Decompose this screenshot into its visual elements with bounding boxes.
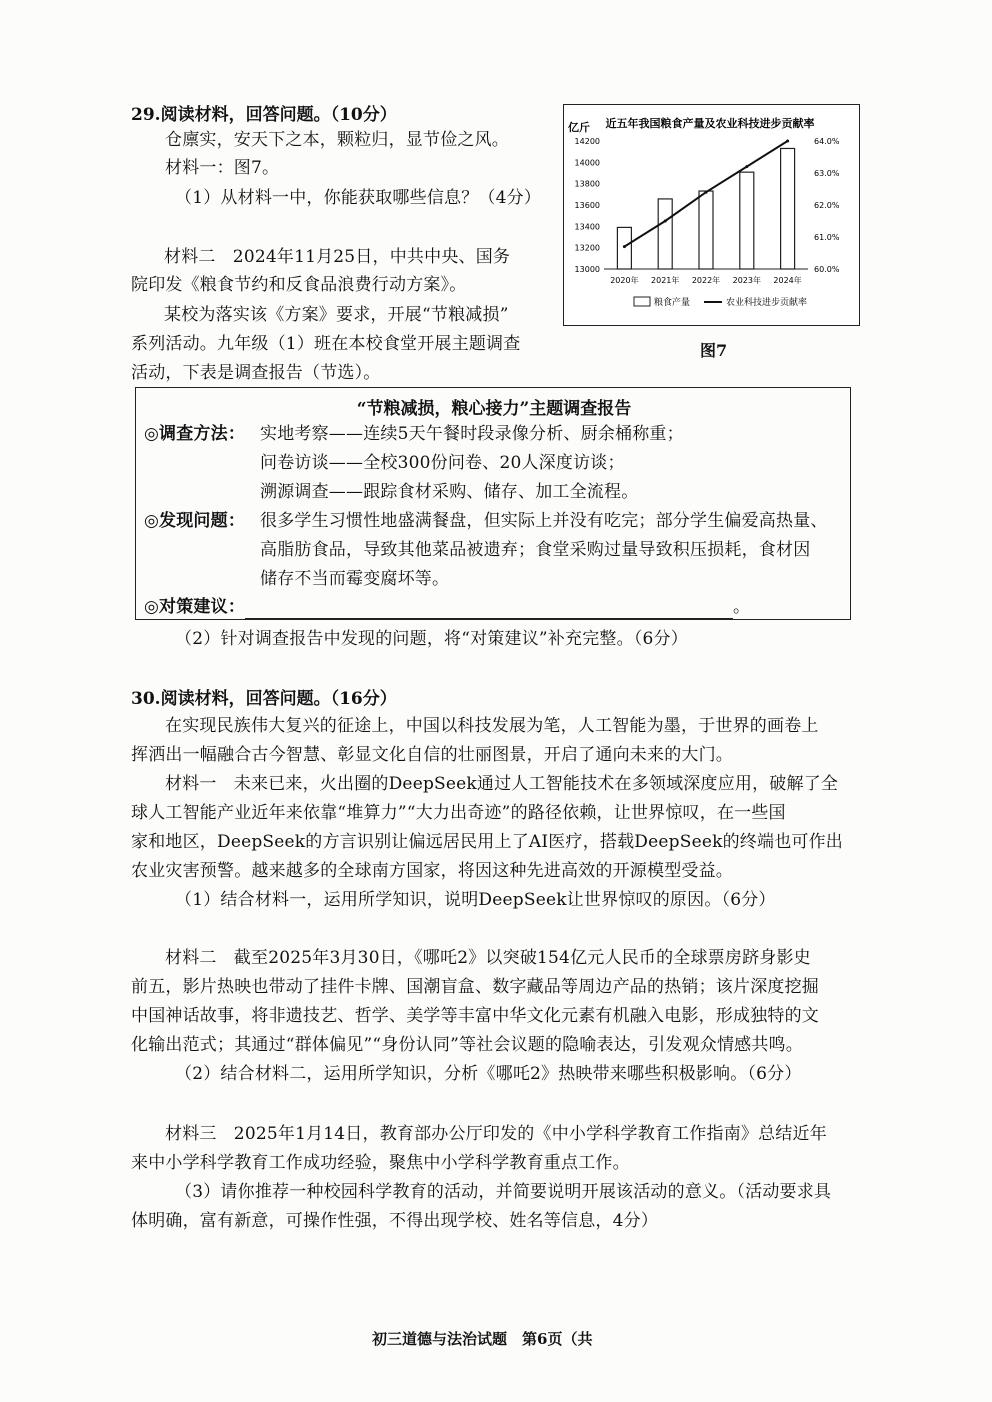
q30-material2-line: 前五，影片热映也带动了挂件卡牌、国潮盲盒、数字藏品等周边产品的热销；该片深度挖掘: [131, 977, 819, 997]
y-tick-right: 64.0%: [814, 137, 840, 146]
chart-ylabel-left: 亿斤: [568, 121, 590, 134]
legend-bar-swatch: [634, 297, 650, 306]
report-method-line: 实地考察——连续5天午餐时段录像分析、厨余桶称重；: [260, 424, 684, 444]
survey-report-box: [135, 387, 851, 620]
advice-end-mark: 。: [733, 597, 751, 617]
q30-material2-line: 中国神话故事，将非遗技艺、哲学、美学等丰富中华文化元素有机融入电影，形成独特的文: [131, 1006, 819, 1026]
x-tick-label: 2021年: [651, 276, 680, 285]
q30-sub2: （2）结合材料二，运用所学知识，分析《哪吒2》热映带来哪些积极影响。（6分）: [175, 1064, 802, 1084]
report-title: “节粮减损，粮心接力”主题调查报告: [356, 399, 632, 419]
y-tick-left: 13200: [574, 243, 600, 253]
q30-material1-line: 球人工智能产业近年来依靠“堆算力”“大力出奇迹”的路径依赖，让世界惊叹，在一些国: [131, 803, 786, 823]
y-tick-left: 13000: [574, 265, 600, 274]
q30-sub3-line: 体明确，富有新意，可操作性强，不得出现学校、姓名等信息，4分）: [131, 1211, 659, 1231]
y-tick-right: 62.0%: [814, 201, 840, 210]
q30-intro-line: 在实现民族伟大复兴的征途上，中国以科技发展为笔，人工智能为墨，于世界的画卷上: [165, 716, 819, 736]
y-tick-left: 13800: [574, 179, 600, 189]
report-method-line: 问卷访谈——全校300份问卷、20人深度访谈；: [260, 453, 625, 473]
y-tick-left: 14200: [574, 137, 600, 146]
q29-sub1: （1）从材料一中，你能获取哪些信息？（4分）: [175, 188, 542, 208]
q29-sub2: （2）针对调查报告中发现的问题，将“对策建议”补充完整。（6分）: [175, 629, 688, 649]
line-point: [664, 220, 667, 223]
report-advice-label: ◎对策建议：: [144, 597, 246, 617]
q30-title: 30.阅读材料，回答问题。（16分）: [131, 689, 397, 709]
x-tick-label: 2020年: [610, 276, 639, 285]
q30-material2-line: 化输出范式；其通过“群体偏见”“身份认同”等社会议题的隐喻表达，引发观众情感共鸣。: [131, 1035, 803, 1055]
report-issue-line: 高脂肪食品，导致其他菜品被遗弃；食堂采购过量导致积压损耗，食材因: [260, 540, 811, 560]
x-tick-label: 2023年: [732, 276, 761, 285]
y-tick-left: 14000: [574, 158, 600, 168]
q30-material1-line: 农业灾害预警。越来越多的全球南方国家，将因这种先进高效的开源模型受益。: [131, 861, 733, 881]
q29-material2-line: 活动，下表是调查报告（节选）。: [131, 363, 381, 383]
line-point: [705, 191, 708, 194]
q29-material2-line: 某校为落实该《方案》要求，开展“节粮减损”: [164, 305, 509, 325]
y-tick-left: 13400: [574, 222, 600, 232]
x-tick-label: 2024年: [773, 276, 802, 285]
q30-material1-line: 材料一 未来已来，火出圈的DeepSeek通过人工智能技术在多领域深度应用，破解了全: [165, 774, 839, 794]
report-method-label: ◎调查方法：: [144, 424, 246, 444]
chart-canvas: [564, 105, 858, 324]
q30-sub3-line: （3）请你推荐一种校园科学教育的活动，并简要说明开展该活动的意义。（活动要求具: [175, 1182, 832, 1202]
y-tick-left: 13600: [574, 201, 600, 210]
chart-title: 近五年我国粮食产量及农业科技进步贡献率: [605, 117, 815, 130]
q30-material2-line: 材料二 截至2025年3月30日，《哪吒2》以突破154亿元人民币的全球票房跻身影史: [165, 948, 811, 968]
line-point: [745, 165, 748, 168]
q29-material1-label: 材料一：图7。: [165, 158, 280, 178]
y-tick-right: 63.0%: [814, 169, 840, 178]
q29-material2-line: 系列活动。九年级（1）班在本校食堂开展主题调查: [131, 334, 521, 354]
bar: [740, 172, 754, 269]
y-tick-right: 61.0%: [814, 233, 840, 242]
q30-sub1: （1）结合材料一，运用所学知识，说明DeepSeek让世界惊叹的原因。（6分）: [175, 890, 776, 910]
figure7-caption: 图7: [700, 341, 728, 360]
q29-title: 29.阅读材料，回答问题。（10分）: [131, 105, 397, 125]
q29-material2-line: 材料二 2024年11月25日，中共中央、国务: [164, 247, 511, 267]
legend-line-label: 农业科技进步贡献率: [726, 298, 808, 308]
bar: [658, 199, 672, 269]
q30-material3-line: 来中小学科学教育工作成功经验，聚焦中小学科学教育重点工作。: [131, 1153, 630, 1173]
report-issue-line: 很多学生习惯性地盛满餐盘，但实际上并没有吃完；部分学生偏爱高热量、: [260, 511, 828, 531]
q30-material1-line: 家和地区，DeepSeek的方言识别让偏远居民用上了AI医疗，搭载DeepSeek的终端也可作出: [131, 832, 843, 852]
figure7-chart: [563, 104, 860, 326]
report-issue-label: ◎发现问题：: [144, 511, 246, 531]
bar: [781, 148, 795, 269]
q29-material2-line: 院印发《粮食节约和反食品浪费行动方案》。: [131, 275, 467, 295]
bar: [699, 191, 713, 269]
legend-bar-label: 粮食产量: [654, 298, 691, 308]
bar: [617, 227, 631, 269]
page-footer: 初三道德与法治试题 第6页（共: [372, 1330, 593, 1348]
q29-intro: 仓廪实，安天下之本，颗粒归，显节俭之风。: [165, 130, 509, 150]
q30-intro-line: 挥洒出一幅融合古今智慧、彰显文化自信的壮丽图景，开启了通向未来的大门。: [131, 745, 733, 765]
report-issue-line: 储存不当而霉变腐坏等。: [260, 569, 450, 589]
line-point: [623, 245, 626, 248]
advice-answer-blank[interactable]: [245, 600, 733, 619]
q30-material3-line: 材料三 2025年1月14日，教育部办公厅印发的《中小学科学教育工作指南》总结近年: [165, 1124, 827, 1144]
line-point: [786, 140, 789, 143]
x-tick-label: 2022年: [691, 276, 721, 285]
report-method-line: 溯源调查——跟踪食材采购、储存、加工全流程。: [260, 482, 639, 502]
y-tick-right: 60.0%: [814, 265, 840, 274]
